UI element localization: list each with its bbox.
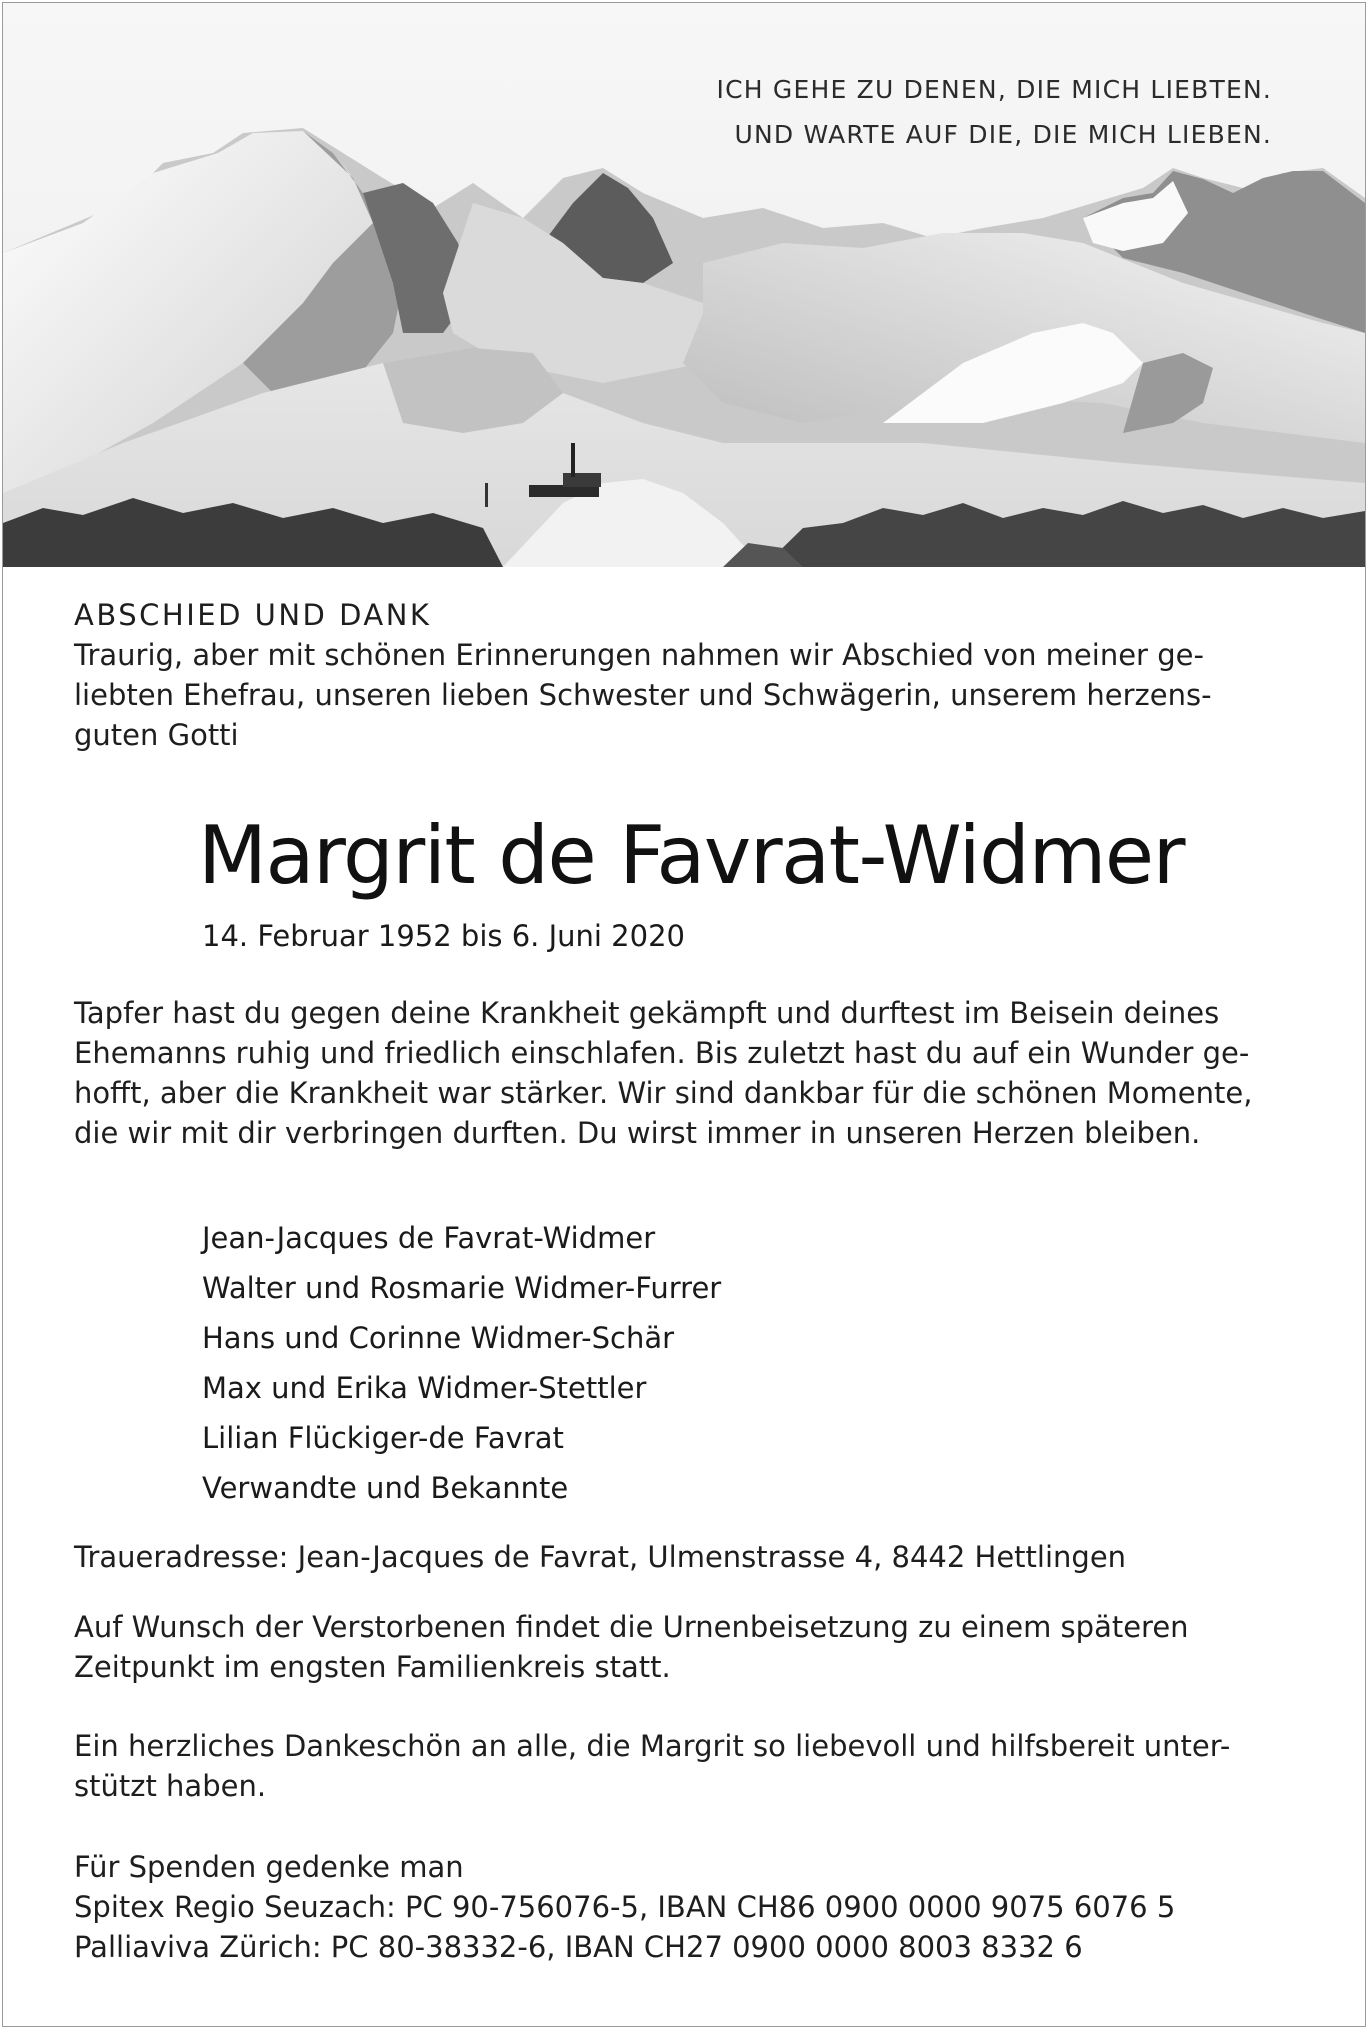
thanks-line: stützt haben.	[74, 1769, 267, 1803]
burial-line: Auf Wunsch der Verstorbenen findet die Urnenbeisetzung zu einem späteren	[74, 1610, 1189, 1644]
address-line: Traueradresse: Jean-Jacques de Favrat, Ulmenstrasse 4, 8442 Hettlingen	[74, 1540, 1127, 1574]
mourner-name: Walter und Rosmarie Widmer-Furrer	[202, 1271, 722, 1305]
burial-notice	[74, 1607, 1304, 1687]
intro-section	[74, 595, 1304, 755]
tribute-line: Tapfer hast du gegen deine Krankheit gekämpft und durftest im Beisein deines	[74, 996, 1220, 1030]
mourner-name: Max und Erika Widmer-Stettler	[202, 1371, 647, 1405]
intro-line: Traurig, aber mit schönen Erinnerungen nahmen wir Abschied von meiner ge-	[74, 638, 1204, 672]
tribute-line: die wir mit dir verbringen durften. Du wirst immer in unseren Herzen bleiben.	[74, 1116, 1201, 1150]
obituary-card	[2, 2, 1366, 2027]
donations-intro: Für Spenden gedenke man	[74, 1850, 464, 1884]
mourner-name: Lilian Flückiger-de Favrat	[202, 1421, 564, 1455]
mourner-name: Verwandte und Bekannte	[202, 1471, 569, 1505]
deceased-name: Margrit de Favrat-Widmer	[198, 809, 1184, 902]
burial-line: Zeitpunkt im engsten Familienkreis statt.	[74, 1650, 671, 1684]
section-heading: ABSCHIED UND DANK	[74, 598, 432, 632]
thanks-line: Ein herzliches Dankeschön an alle, die Margrit so liebevoll und hilfsbereit unter-	[74, 1729, 1231, 1763]
tribute-paragraph	[74, 993, 1304, 1153]
donation-account: Palliaviva Zürich: PC 80-38332-6, IBAN CH27 0900 0000 8003 8332 6	[74, 1930, 1083, 1964]
mountain-photo	[3, 3, 1365, 567]
mourner-name: Hans und Corinne Widmer-Schär	[202, 1321, 675, 1355]
tribute-line: hofft, aber die Krankheit war stärker. Wir sind dankbar für die schönen Momente,	[74, 1076, 1253, 1110]
motto-line: ICH GEHE ZU DENEN, DIE MICH LIEBTEN.	[716, 75, 1272, 104]
tribute-line: Ehemanns ruhig und friedlich einschlafen. Bis zuletzt hast du auf ein Wunder ge-	[74, 1036, 1250, 1070]
intro-line: liebten Ehefrau, unseren lieben Schwester und Schwägerin, unserem herzens-	[74, 678, 1212, 712]
mourners-list	[202, 1213, 721, 1513]
mourning-address	[74, 1537, 1304, 1577]
donations-section	[74, 1847, 1304, 1967]
donation-account: Spitex Regio Seuzach: PC 90-756076-5, IBAN CH86 0900 0000 9075 6076 5	[74, 1890, 1176, 1924]
thanks-paragraph	[74, 1726, 1304, 1806]
mourner-name: Jean-Jacques de Favrat-Widmer	[202, 1221, 656, 1255]
intro-line: guten Gotti	[74, 718, 239, 752]
motto-quote	[717, 67, 1272, 157]
life-dates: 14. Februar 1952 bis 6. Juni 2020	[202, 919, 685, 953]
motto-line: UND WARTE AUF DIE, DIE MICH LIEBEN.	[734, 120, 1272, 149]
